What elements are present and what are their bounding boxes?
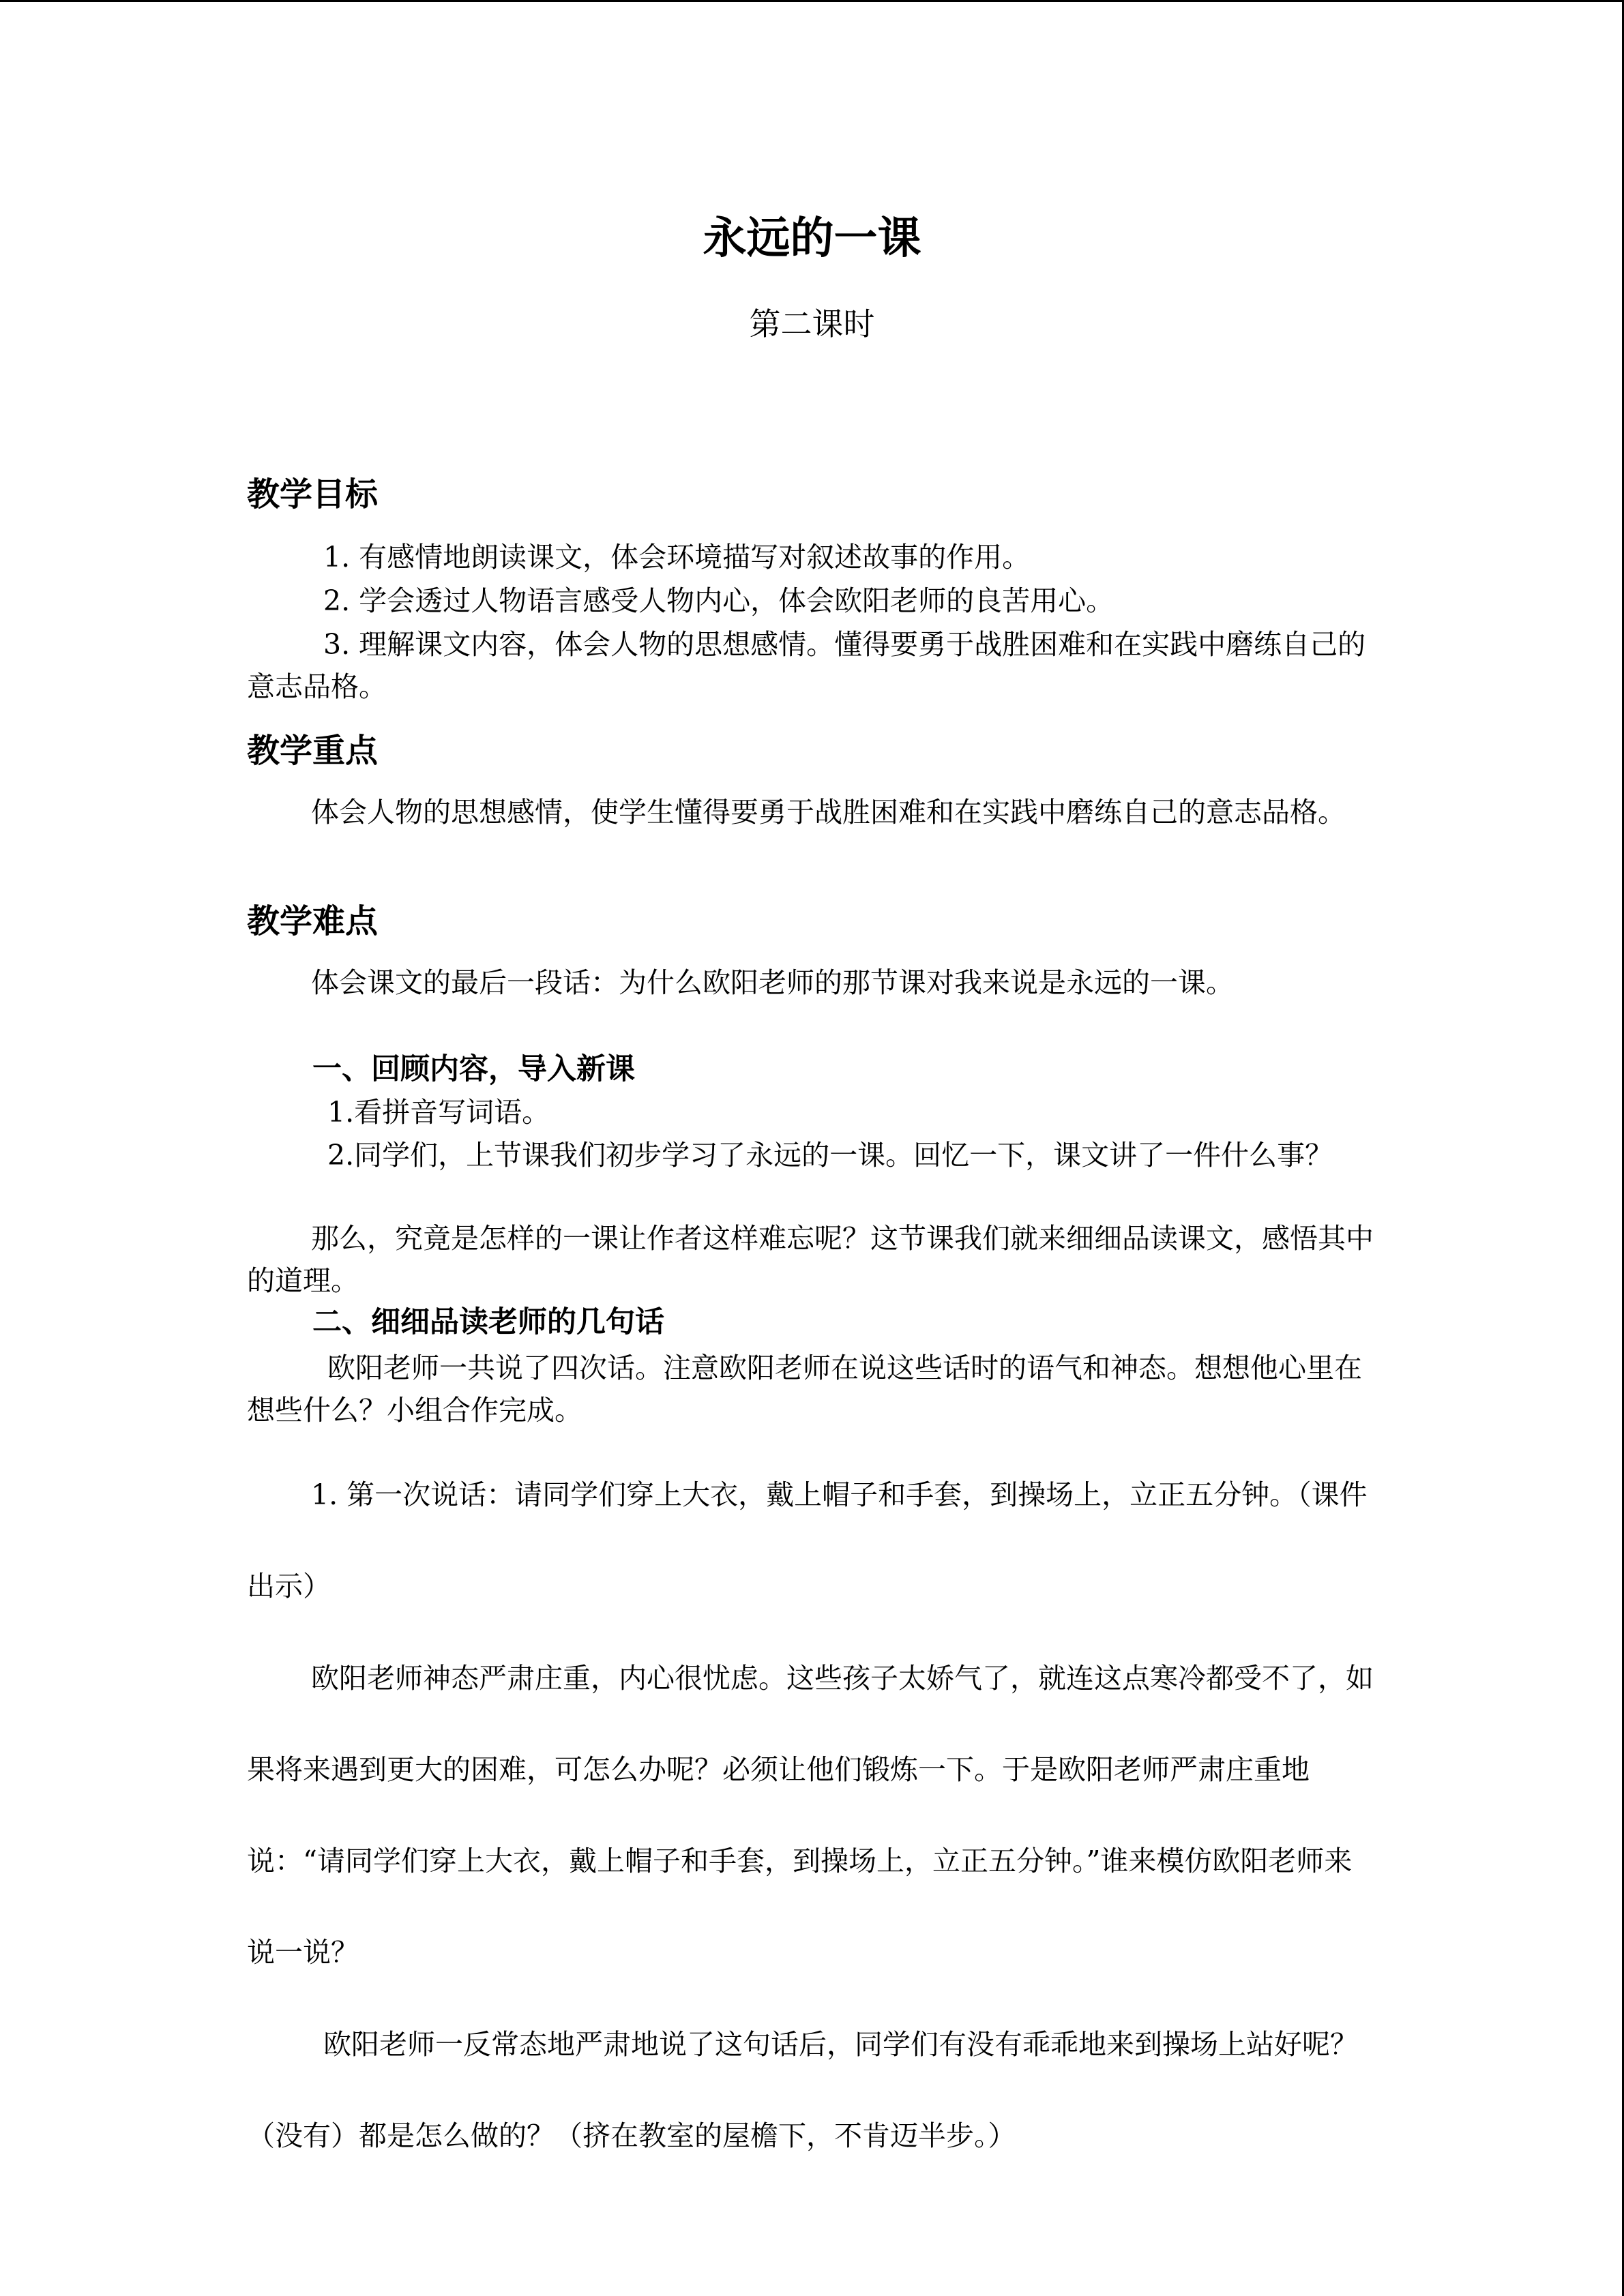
objective-item-1: 1. 有感情地朗读课文，体会环境描写对叙述故事的作用。: [323, 541, 1031, 573]
objectives-heading: 教学目标: [247, 475, 379, 513]
section2-followup: 欧阳老师一反常态地严肃地说了这句话后，同学们有没有乖乖地来到操场上站好呢？（没有）都是怎么做的？（挤在教室的屋檐下，不肯迈半步。）: [247, 2028, 1358, 2152]
page-top-border: [0, 0, 1624, 2]
objective-item-3: 3. 理解课文内容，体会人物的思想感情。懂得要勇于战胜困难和在实践中磨练自己的意志品格。: [247, 628, 1366, 703]
section1-paragraph: 那么，究竟是怎样的一课让作者这样难忘呢？这节课我们就来细细品读课文，感悟其中的道理。: [247, 1222, 1374, 1297]
section2-analysis: 欧阳老师神态严肃庄重，内心很忧虑。这些孩子太娇气了，就连这点寒冷都受不了，如果将来遇到更大的困难，可怎么办呢？必须让他们锻炼一下。于是欧阳老师严肃庄重地说：“请同学们穿上大衣，戴上帽子和手套，到操场上，立正五分钟。”谁来模仿欧阳老师来说一说？: [247, 1662, 1374, 1969]
section2-intro: 欧阳老师一共说了四次话。注意欧阳老师在说这些话时的语气和神态。想想他心里在想些什么？小组合作完成。: [247, 1352, 1362, 1427]
difficulties-heading: 教学难点: [247, 902, 379, 940]
section1-step2: 2.同学们，上节课我们初步学习了永远的一课。回忆一下，课文讲了一件什么事？: [327, 1139, 1333, 1172]
document-subtitle: 第二课时: [749, 305, 875, 342]
document-title: 永远的一课: [703, 213, 921, 264]
difficulties-text: 体会课文的最后一段话：为什么欧阳老师的那节课对我来说是永远的一课。: [311, 966, 1234, 999]
section2-heading: 二、细细品读老师的几句话: [312, 1305, 664, 1339]
key-points-heading: 教学重点: [247, 732, 379, 770]
section1-heading: 一、回顾内容，导入新课: [312, 1052, 635, 1086]
section2-first-speech: 1. 第一次说话：请同学们穿上大衣，戴上帽子和手套，到操场上，立正五分钟。（课件出示）: [247, 1478, 1368, 1602]
objective-item-2: 2. 学会透过人物语言感受人物内心，体会欧阳老师的良苦用心。: [323, 584, 1114, 617]
section1-step1: 1.看拼音写词语。: [327, 1096, 550, 1129]
key-points-text: 体会人物的思想感情，使学生懂得要勇于战胜困难和在实践中磨练自己的意志品格。: [311, 796, 1346, 829]
